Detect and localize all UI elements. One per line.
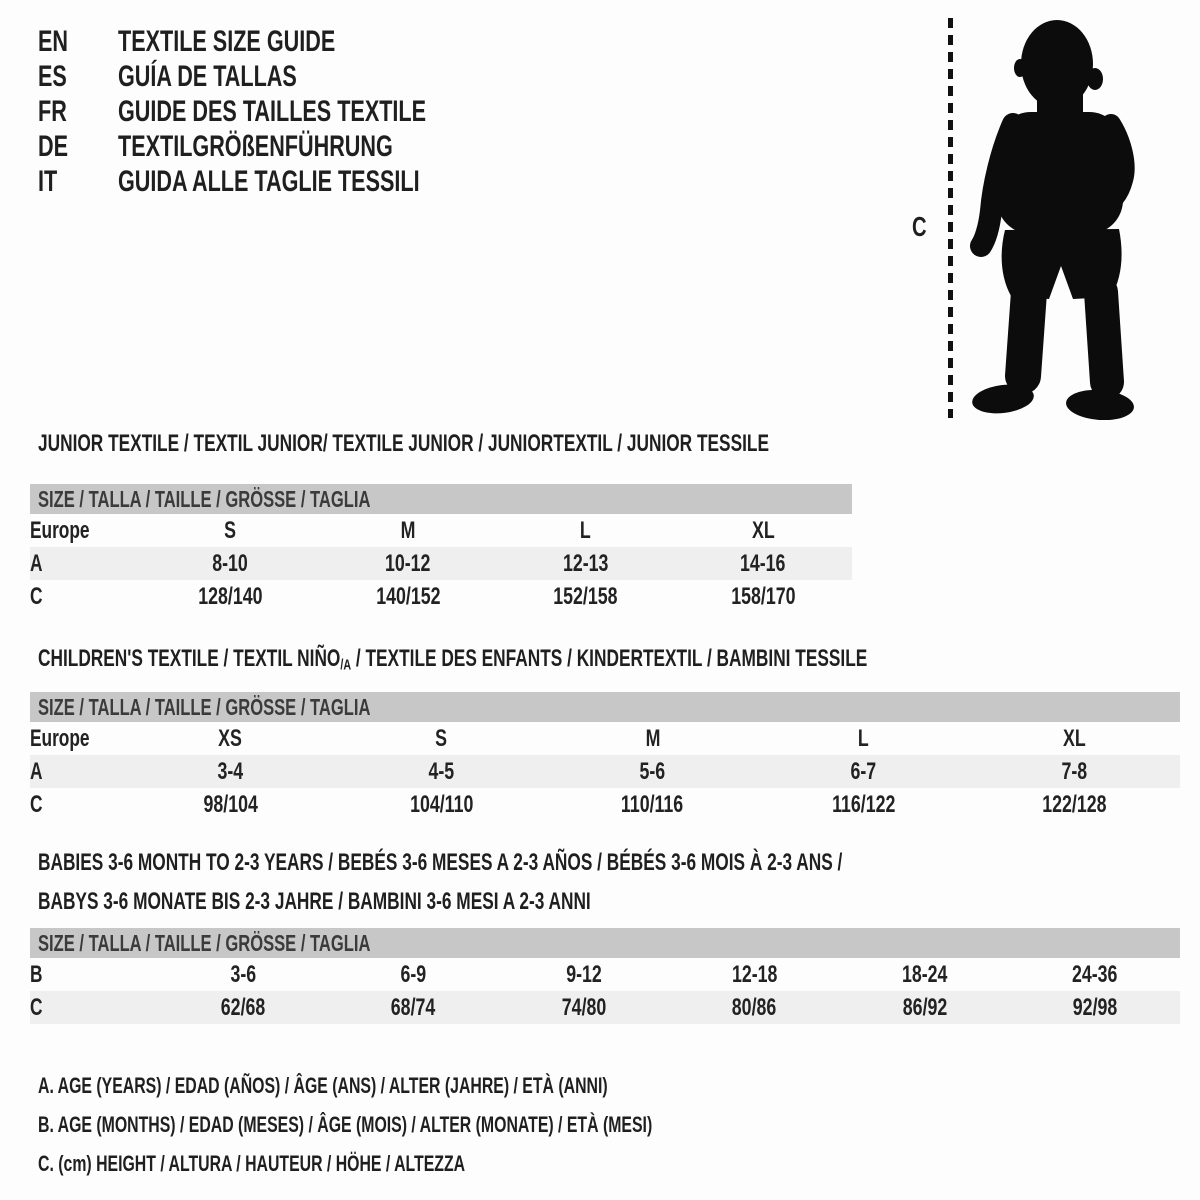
language-title: TEXTILE SIZE GUIDE: [118, 25, 336, 58]
size-cell: M: [400, 516, 416, 544]
value-cell: 10-12: [385, 549, 431, 577]
size-cell: S: [435, 724, 448, 752]
legend-line-a: A. AGE (YEARS) / EDAD (AÑOS) / ÂGE (ANS) / ALTER (JAHRE) / ETÀ (ANNI): [38, 1073, 608, 1098]
size-cell: S: [224, 516, 237, 544]
height-dashed-line: [948, 18, 953, 418]
babies-heading-line1: BABIES 3-6 MONTH TO 2-3 YEARS / BEBÉS 3-6 MESES A 2-3 AÑOS / BÉBÉS 3-6 MOIS À 2-3 ANS /: [38, 849, 843, 876]
table-row-height: [30, 991, 1180, 1024]
value-cell: 18-24: [902, 960, 948, 988]
row-label: Europe: [30, 724, 90, 752]
value-cell: 92/98: [1072, 993, 1118, 1021]
junior-section-heading: JUNIOR TEXTILE / TEXTIL JUNIOR/ TEXTILE JUNIOR / JUNIORTEXTIL / JUNIOR TESSILE: [38, 430, 769, 457]
value-cell: 9-12: [566, 960, 602, 988]
babies-size-table: [30, 958, 1180, 1024]
babies-section-heading: [38, 843, 1155, 921]
size-cell: L: [580, 516, 591, 544]
size-cell: L: [858, 724, 869, 752]
children-section-heading: [38, 646, 1190, 678]
children-heading-subscript: /A: [340, 657, 352, 674]
value-cell: 104/110: [409, 790, 474, 818]
value-cell: 122/128: [1042, 790, 1107, 818]
value-cell: 5-6: [639, 757, 666, 785]
value-cell: 8-10: [212, 549, 249, 577]
children-heading-prefix: CHILDREN'S TEXTILE / TEXTIL NIÑO: [38, 645, 341, 672]
row-label: C: [30, 582, 43, 610]
table-row-height: [30, 788, 1180, 821]
children-size-table: [30, 722, 1180, 821]
language-title: GUIDE DES TAILLES TEXTILE: [118, 95, 427, 128]
value-cell: 116/122: [831, 790, 896, 818]
value-cell: 4-5: [428, 757, 455, 785]
value-cell: 12-18: [731, 960, 778, 988]
language-code: EN: [38, 25, 69, 58]
value-cell: 6-9: [400, 960, 427, 988]
language-title: GUÍA DE TALLAS: [118, 60, 297, 93]
children-heading-suffix: / TEXTILE DES ENFANTS / KINDERTEXTIL / BAMBINI TESSILE: [351, 645, 868, 672]
language-row-en: [38, 24, 546, 59]
table-row-europe: [30, 514, 852, 547]
children-size-header-bar: SIZE / TALLA / TAILLE / GRÖSSE / TAGLIA: [30, 692, 1180, 722]
value-cell: 68/74: [391, 993, 436, 1021]
language-code: IT: [38, 165, 58, 198]
babies-heading-line2: BABYS 3-6 MONATE BIS 2-3 JAHRE / BAMBINI 3-6 MESI A 2-3 ANNI: [38, 888, 591, 915]
size-cell: XL: [751, 516, 775, 544]
value-cell: 3-4: [217, 757, 244, 785]
value-cell: 140/152: [375, 582, 441, 610]
value-cell: 7-8: [1061, 757, 1088, 785]
value-cell: 86/92: [902, 993, 948, 1021]
babies-size-header-bar: SIZE / TALLA / TAILLE / GRÖSSE / TAGLIA: [30, 928, 1180, 958]
value-cell: 158/170: [730, 582, 796, 610]
value-cell: 14-16: [740, 549, 786, 577]
value-cell: 128/140: [198, 582, 263, 610]
value-cell: 152/158: [553, 582, 618, 610]
row-label: C: [30, 790, 43, 818]
legend-line-c: C. (cm) HEIGHT / ALTURA / HAUTEUR / HÖHE / ALTEZZA: [38, 1151, 466, 1176]
language-row-es: [38, 59, 546, 94]
value-cell: 80/86: [732, 993, 777, 1021]
row-label: Europe: [30, 516, 90, 544]
language-row-it: [38, 164, 546, 199]
language-title-list: [38, 24, 546, 199]
measurement-legend: [38, 1066, 891, 1183]
row-label: C: [30, 993, 43, 1021]
junior-size-table: [30, 514, 852, 613]
legend-line-b: B. AGE (MONTHS) / EDAD (MESES) / ÂGE (MOIS) / ALTER (MONATE) / ETÀ (MESI): [38, 1112, 653, 1137]
table-row-age: [30, 755, 1180, 788]
language-title: TEXTILGRÖßENFÜHRUNG: [118, 130, 393, 163]
row-label: A: [30, 757, 43, 785]
junior-size-header-bar: SIZE / TALLA / TAILLE / GRÖSSE / TAGLIA: [30, 484, 852, 514]
language-row-de: [38, 129, 546, 164]
table-row-height: [30, 580, 852, 613]
value-cell: 6-7: [850, 757, 877, 785]
row-label: B: [30, 960, 43, 988]
toddler-silhouette-icon: [965, 16, 1137, 420]
language-title: GUIDA ALLE TAGLIE TESSILI: [118, 165, 420, 198]
language-code: FR: [38, 95, 67, 128]
value-cell: 3-6: [230, 960, 256, 988]
height-measure-label: C: [912, 211, 927, 242]
value-cell: 62/68: [220, 993, 266, 1021]
language-row-fr: [38, 94, 546, 129]
row-label: A: [30, 549, 43, 577]
table-row-europe: [30, 722, 1180, 755]
table-row-age: [30, 547, 852, 580]
language-code: ES: [38, 60, 67, 93]
value-cell: 110/116: [621, 790, 684, 818]
size-cell: M: [645, 724, 660, 752]
value-cell: 12-13: [562, 549, 609, 577]
size-cell: XL: [1063, 724, 1086, 752]
value-cell: 74/80: [561, 993, 607, 1021]
size-cell: XS: [218, 724, 243, 752]
value-cell: 98/104: [203, 790, 258, 818]
value-cell: 24-36: [1072, 960, 1118, 988]
language-code: DE: [38, 130, 69, 163]
table-row-months: [30, 958, 1180, 991]
